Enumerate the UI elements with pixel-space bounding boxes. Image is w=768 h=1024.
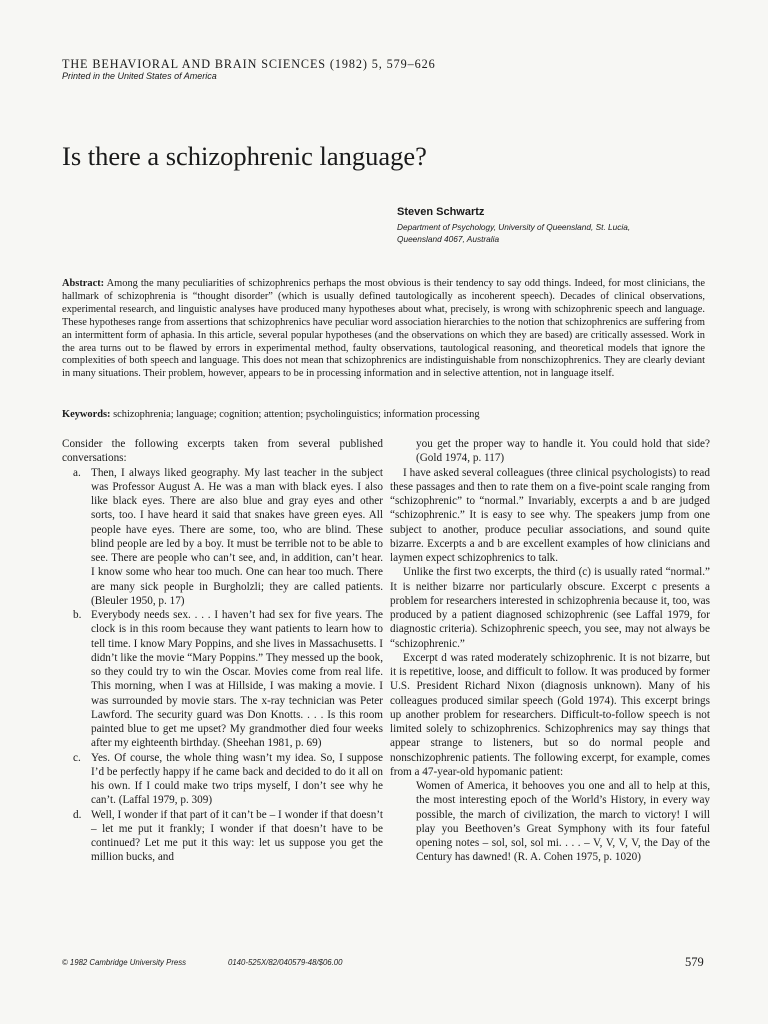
abstract <box>62 278 705 381</box>
printed-note: Printed in the United States of America <box>62 71 217 81</box>
intro-paragraph: Consider the following excerpts taken from several published conversations: <box>62 438 383 465</box>
page-number: 579 <box>685 955 704 969</box>
excerpt-d-continuation: you get the proper way to handle it. You could hold that side? (Gold 1974, p. 117) <box>416 438 710 465</box>
excerpt-label: c. <box>73 751 81 764</box>
excerpt-label: b. <box>73 609 82 621</box>
excerpt-b <box>62 608 383 751</box>
body-paragraph: I have asked several colleagues (three clinical psychologists) to read these passages and then to rate them on a five-point scale ranging from “schizophrenic” to “normal.” Invariably, excerpts a and b are judged “schizophrenic.” It is easy to see why. The speakers jump from one subject to another, produce peculiar associations, and sound quite bizarre. Excerpts a and b are excellent examples of how clinicians and laymen expect schizophrenics to talk. <box>390 466 710 564</box>
body-paragraph: Unlike the first two excerpts, the third (c) is usually rated “normal.” It is neither bizarre nor particularly obscure. Excerpt c presents a problem for researchers interested in schizophrenia because it, too, was produced by a patient diagnosed schizophrenic (see Laffal 1979, for diagnostic criteria). Schizophrenic speech, you see, may not always be “schizophrenic.” <box>390 566 710 650</box>
abstract-text: Among the many peculiarities of schizophrenics perhaps the most obvious is their tendency to say odd things. Indeed, for most clinicians, the hallmark of schizophrenia is “thought disorder” (which is usually defined tautologically as incoherent speech). Decades of clinical observations, experimental research, and linguistic analyses have produced many hypotheses about what, precisely, is wrong with schizophrenic speech and language. These hypotheses range from assertions that schizophrenics have peculiar word association hierarchies to the notion that schizophrenics are suffering from an intermittent form of aphasia. In this article, several popular hypotheses (and the observations on which they are based) are critically assessed. Work in the area turns out to be flawed by errors in experimental method, faulty observations, tautological reasoning, and theoretical models that ignore the complexities of both speech and language. This does not mean that schizophrenics are indistinguishable from nonschizophrenics. They are clearly deviant in many situations. Their problem, however, appears to be in processing information and in selective attention, not in language itself. <box>62 278 705 380</box>
copyright-footer: © 1982 Cambridge University Press <box>62 958 187 967</box>
excerpt-d <box>62 808 383 865</box>
abstract-label: Abstract: <box>62 278 105 289</box>
excerpt-text: Everybody needs sex. . . . I haven’t had sex for five years. The clock is in this room because they want patients to learn how to tell time. I know Mary Poppins, and she lives in Massachusetts. I didn’t like the movie “Mary Poppins.” They messed up the book, so they could try to win the Oscar. Movies come from real life. This morning, when I was at Hillside, I was making a movie. I was surrounded by movie stars. The x-ray technician was Peter Lawford. The security guard was Don Knotts. . . . Is this room painted blue to get me upset? My grandmother died four weeks after my eighteenth birthday. (Sheehan 1981, p. 69) <box>91 609 383 750</box>
left-column <box>62 437 383 865</box>
excerpt-text: Then, I always liked geography. My last teacher in the subject was Professor August A. He was a man with black eyes. I also like black eyes. There are also blue and gray eyes and other sorts, too. I have heard it said that snakes have green eyes. All people have eyes. There are some, too, who are blind. These blind people are led by a boy. It must be terrible not to be able to see. There are people who can’t see, and, in addition, can’t hear. I know some who hear too much. One can hear too much. There are many sick people in Burgholzli; they are called patients. (Bleuler 1950, p. 17) <box>91 466 383 607</box>
excerpt-c <box>62 751 383 808</box>
body-paragraph: Excerpt d was rated moderately schizophrenic. It is not bizarre, but it is repetitive, loose, and difficult to follow. It was produced by former U.S. President Richard Nixon (diagnosis unknown). Many of his colleagues produced similar speech (Gold 1974). This excerpt brings up another problem for researchers. Difficult-to-follow speech is not limited solely to schizophrenics. Schizophrenics may say things that appear strange to listeners, but so do normal people and nonschizophrenic patients. The following excerpt, for example, comes from a 47-year-old hypomanic patient: <box>390 651 710 778</box>
keywords <box>62 409 705 420</box>
issn-footer: 0140-525X/82/040579-48/$06.00 <box>228 958 343 967</box>
article-title: Is there a schizophrenic language? <box>62 141 427 171</box>
affiliation-line-2: Queensland 4067, Australia <box>397 234 500 244</box>
keywords-label: Keywords: <box>62 409 111 420</box>
affiliation-line-1: Department of Psychology, University of Queensland, St. Lucia, <box>397 222 631 232</box>
keywords-text: schizophrenia; language; cognition; attention; psycholinguistics; information processing <box>113 409 480 420</box>
right-column <box>390 437 710 865</box>
excerpt-label: d. <box>73 808 82 821</box>
excerpt-text: Yes. Of course, the whole thing wasn’t my idea. So, I suppose I’d be perfectly happy if he came back and decided to do it all on his own. If I could make two trips myself, I don’t see why he can’t. (Laffal 1979, p. 309) <box>91 751 383 807</box>
block-quote: Women of America, it behooves you one and all to help at this, the most interesting epoch of the World’s History, in every way possible, the march of civilization, the march to victory! I will play you Beethoven’s Great Symphony with its four fateful opening notes – sol, sol, sol mi. . . . – V, V, V, V, the Day of the Century has dawned! (R. A. Cohen 1975, p. 1020) <box>416 780 710 864</box>
excerpt-text: Well, I wonder if that part of it can’t be – I wonder if that doesn’t – let me put it frankly; I wonder if that doesn’t have to be continued? Let me put it this way: let us suppose you get the million bucks, and <box>91 808 383 864</box>
author-name: Steven Schwartz <box>397 206 485 218</box>
excerpt-label: a. <box>73 466 81 479</box>
author-affiliation <box>397 221 697 245</box>
journal-header: THE BEHAVIORAL AND BRAIN SCIENCES (1982) 5, 579–626 <box>62 57 436 71</box>
excerpt-a <box>62 466 383 609</box>
